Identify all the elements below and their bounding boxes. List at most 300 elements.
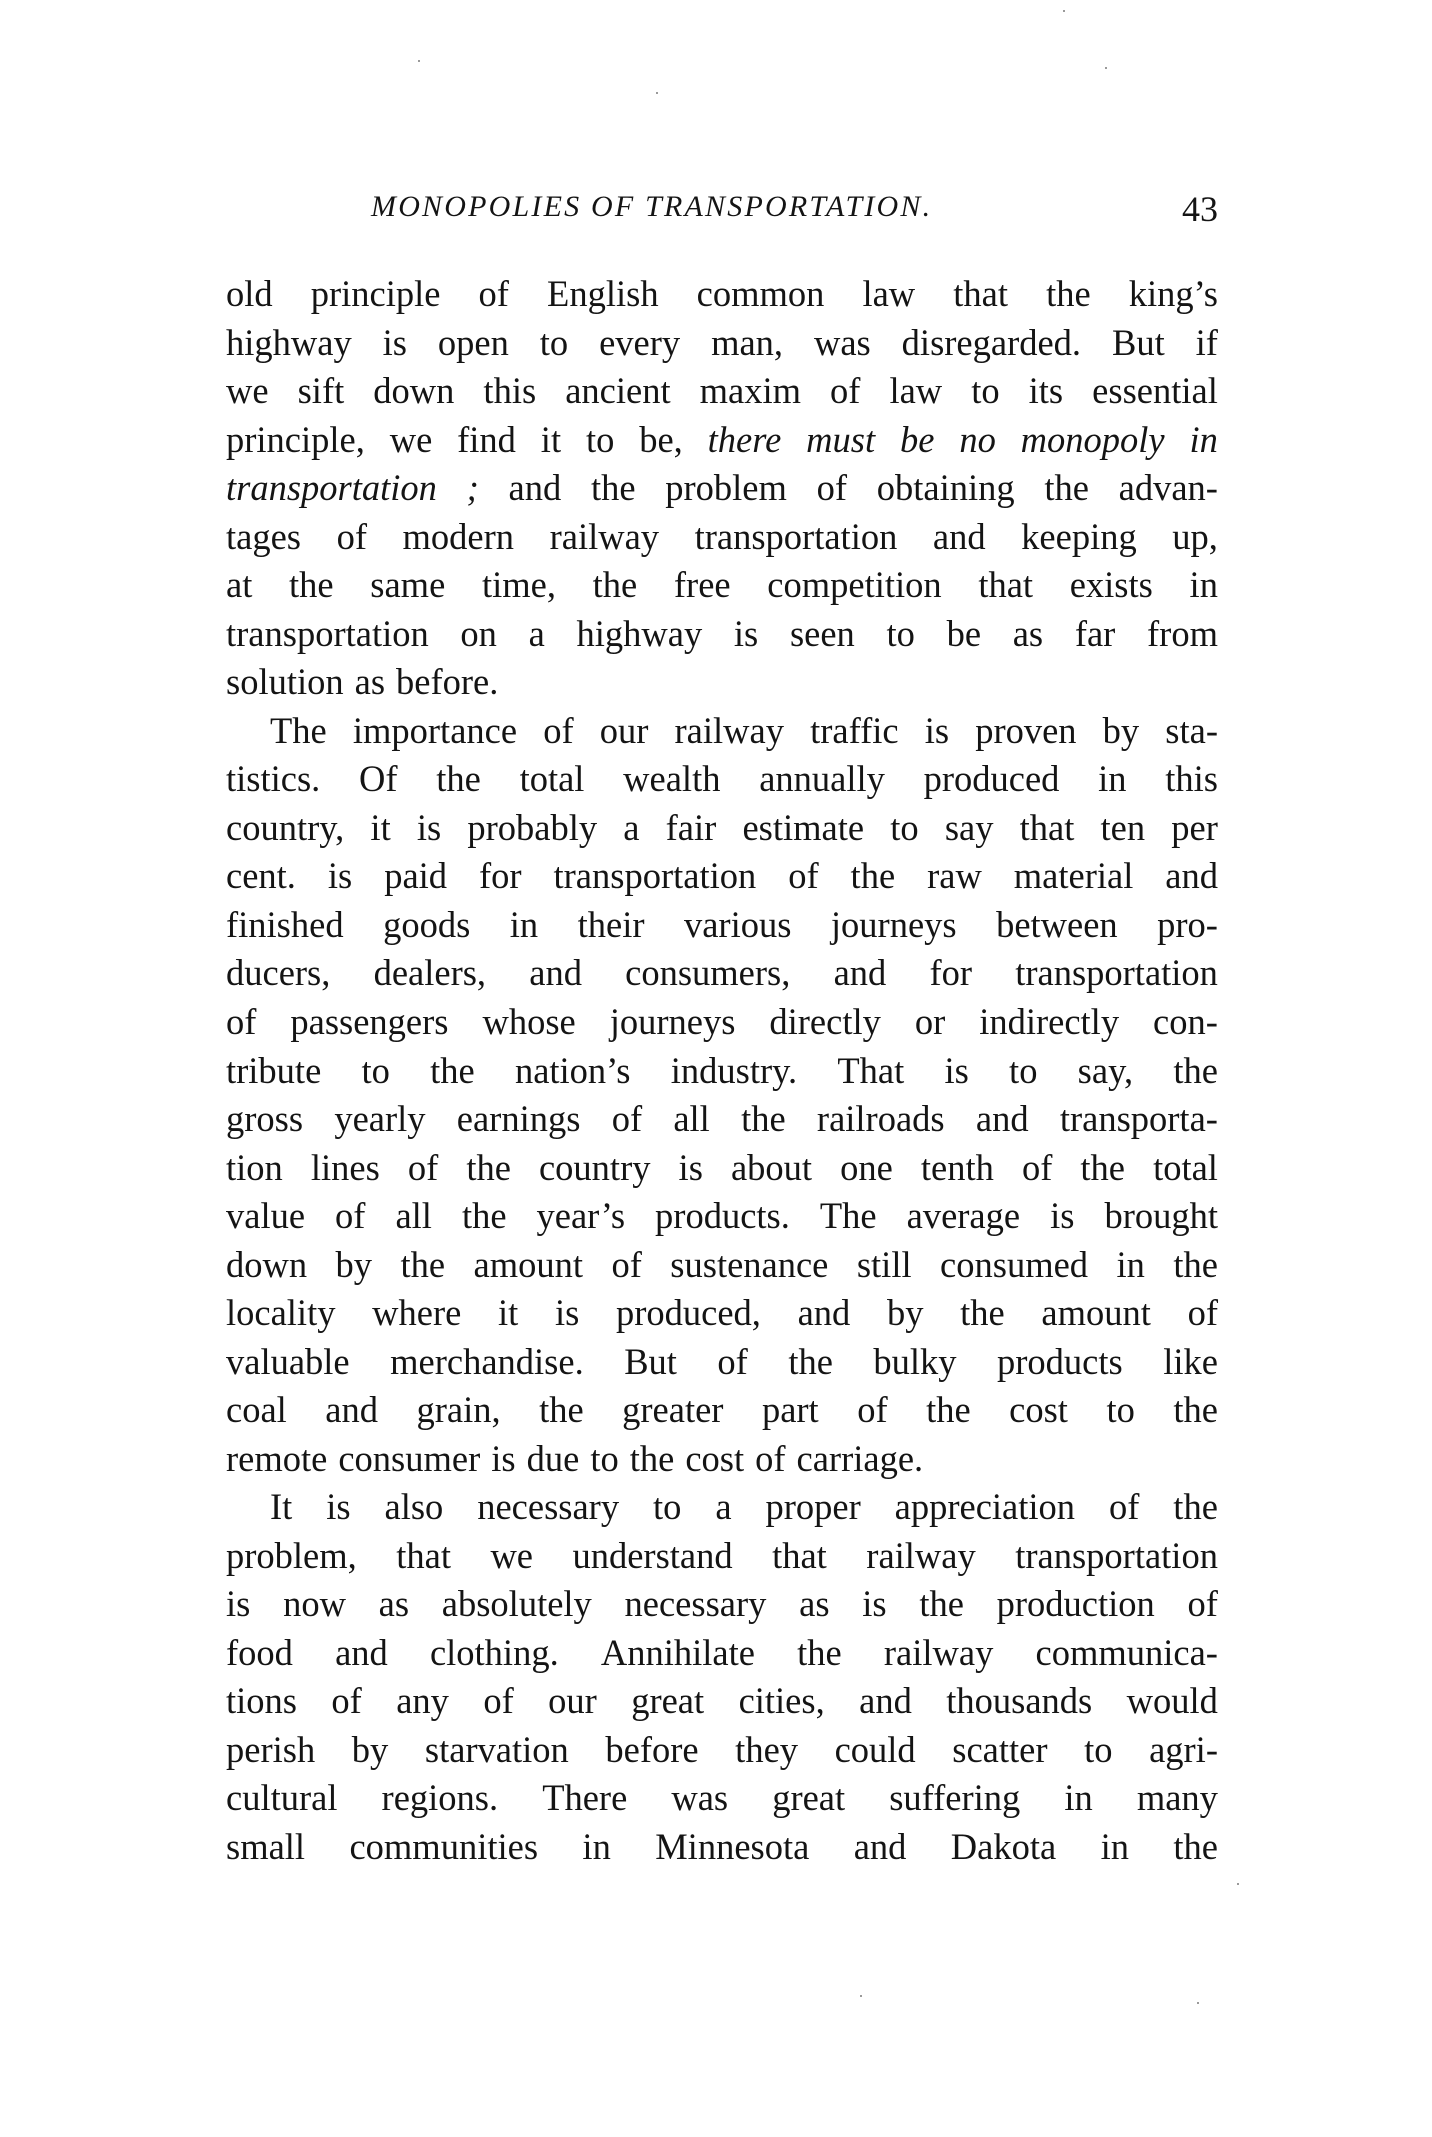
word: between	[996, 903, 1118, 945]
word: Of	[359, 758, 398, 800]
word: finished	[226, 903, 344, 945]
word: absolutely	[441, 1583, 592, 1625]
text-line	[226, 998, 1218, 1047]
text-line	[226, 852, 1218, 901]
word: down	[226, 1243, 308, 1285]
word: it	[370, 806, 391, 848]
word: and	[932, 515, 986, 557]
word: many	[1136, 1777, 1218, 1819]
word: production	[996, 1583, 1155, 1625]
word: journeys	[830, 903, 957, 945]
text-line	[226, 270, 1218, 319]
word: is	[326, 1486, 351, 1528]
word: fair	[665, 806, 717, 848]
word: in	[1189, 564, 1218, 606]
word: obtaining	[876, 467, 1015, 509]
word: tenth	[920, 1146, 994, 1188]
word: highway	[226, 321, 352, 363]
word: of	[1021, 1146, 1053, 1188]
word: sift	[297, 370, 345, 412]
word: cost	[685, 1437, 745, 1479]
text-line	[226, 1338, 1218, 1387]
word: of	[1187, 1583, 1218, 1625]
italic-word: monopoly	[1020, 418, 1165, 460]
word: to	[890, 806, 919, 848]
word: free	[673, 564, 731, 606]
word: ducers,	[226, 952, 331, 994]
word: exists	[1069, 564, 1153, 606]
running-head-title: MONOPOLIES OF TRANSPORTATION.	[371, 190, 933, 223]
word: keeping	[1021, 515, 1137, 557]
word: principle	[310, 273, 441, 314]
word: in	[582, 1826, 611, 1867]
word: to	[585, 418, 615, 460]
word: consumed	[940, 1243, 1089, 1285]
word: say	[944, 806, 994, 848]
word: is	[554, 1292, 580, 1334]
word: essential	[1092, 370, 1218, 412]
word: ancient	[565, 370, 671, 412]
word: proven	[975, 709, 1077, 751]
word: total	[519, 758, 585, 800]
word: a	[715, 1486, 732, 1528]
running-head	[225, 182, 1218, 232]
word: could	[834, 1728, 916, 1770]
word: probably	[467, 806, 598, 848]
word: if	[1195, 321, 1218, 363]
word: a	[528, 612, 545, 654]
text-line	[226, 1386, 1218, 1435]
text-line	[226, 561, 1218, 610]
word: principle,	[226, 418, 365, 460]
italic-word: must	[806, 418, 876, 460]
word: the	[466, 1146, 511, 1188]
word: is	[678, 1146, 703, 1188]
word: Minnesota	[655, 1826, 810, 1867]
word: starvation	[424, 1728, 569, 1770]
word: the	[850, 855, 896, 897]
word: average	[906, 1195, 1021, 1237]
word: in	[1100, 1826, 1129, 1867]
text-line	[226, 755, 1218, 804]
word: as	[354, 661, 386, 703]
word: the	[1046, 273, 1091, 314]
word: annually	[759, 758, 885, 800]
word: clothing.	[429, 1631, 559, 1673]
word: perish	[226, 1728, 316, 1770]
word: small	[226, 1826, 306, 1867]
word: the	[592, 564, 638, 606]
word: of	[1108, 1486, 1140, 1528]
word: the	[797, 1631, 842, 1673]
word: pro-	[1157, 903, 1218, 945]
text-line	[226, 658, 1218, 707]
word: yearly	[334, 1098, 426, 1140]
word: is	[1050, 1195, 1075, 1237]
word: great	[772, 1777, 846, 1819]
word: they	[735, 1728, 799, 1770]
body-text	[226, 270, 1218, 1872]
word: material	[1013, 855, 1134, 897]
word: we	[389, 418, 433, 460]
word: agri-	[1149, 1728, 1218, 1770]
word: modern	[402, 515, 515, 557]
word: tions	[226, 1680, 297, 1722]
word: the	[400, 1243, 446, 1285]
word: tistics.	[226, 758, 321, 800]
word: cent.	[226, 855, 296, 897]
word: of	[335, 1195, 366, 1237]
word: our	[599, 709, 649, 751]
word: and	[1165, 855, 1218, 897]
word: seen	[789, 612, 855, 654]
word: same	[370, 564, 446, 606]
word: the	[539, 1389, 584, 1431]
word: to	[1106, 1389, 1135, 1431]
word: the	[1080, 1146, 1125, 1188]
word: country	[538, 1146, 651, 1188]
word: produced	[923, 758, 1060, 800]
word: locality	[226, 1292, 336, 1334]
word: brought	[1104, 1195, 1218, 1237]
word: and	[853, 1826, 907, 1867]
word: transporta-	[1059, 1098, 1218, 1140]
word: year’s	[536, 1195, 626, 1237]
word: it	[497, 1292, 519, 1334]
italic-word: no	[959, 418, 996, 460]
word: all	[395, 1195, 432, 1237]
text-line	[226, 1144, 1218, 1193]
word: tribute	[226, 1049, 322, 1091]
text-line	[226, 610, 1218, 659]
word: goods	[383, 903, 471, 945]
word: or	[914, 1000, 946, 1042]
word: common	[696, 273, 825, 314]
word: is	[491, 1437, 516, 1479]
word: sustenance	[670, 1243, 829, 1285]
word: and	[975, 1098, 1029, 1140]
word: its	[1028, 370, 1064, 412]
word: There	[542, 1777, 628, 1819]
word: that	[1019, 806, 1075, 848]
word: is	[226, 1583, 251, 1625]
scan-speck	[418, 60, 420, 62]
word: say,	[1077, 1049, 1134, 1091]
word: indirectly	[979, 1000, 1120, 1042]
word: a	[623, 806, 640, 848]
word: is	[862, 1583, 887, 1625]
word: by	[351, 1728, 389, 1770]
word: tages	[226, 515, 301, 557]
word: due	[526, 1437, 580, 1479]
word: dealers,	[373, 952, 487, 994]
word: of	[331, 1680, 362, 1722]
word: journeys	[609, 1000, 736, 1042]
word: this	[1165, 758, 1218, 800]
text-line	[226, 1823, 1218, 1872]
word: to	[886, 612, 915, 654]
word: necessary	[624, 1583, 767, 1625]
word: it	[540, 418, 562, 460]
word: regions.	[381, 1777, 499, 1819]
word: every	[599, 321, 681, 363]
word: the	[788, 1340, 833, 1382]
word: as	[1012, 612, 1044, 654]
word: But	[1111, 321, 1165, 363]
word: value	[226, 1195, 306, 1237]
word: by	[335, 1243, 373, 1285]
word: English	[547, 273, 659, 314]
word: is	[382, 321, 407, 363]
word: the	[1044, 467, 1089, 509]
word: transportation	[553, 855, 757, 897]
word: grain,	[416, 1389, 501, 1431]
word: tion	[226, 1146, 283, 1188]
word: the	[926, 1389, 971, 1431]
word: law	[862, 273, 916, 314]
word: man,	[711, 321, 784, 363]
word: to	[653, 1486, 682, 1528]
word: is	[327, 855, 353, 897]
word: the	[461, 1195, 507, 1237]
word: coal	[226, 1389, 287, 1431]
word: consumers,	[625, 952, 791, 994]
word: per	[1171, 806, 1218, 848]
word: the	[430, 1049, 475, 1091]
scan-speck	[656, 92, 658, 94]
word: that	[772, 1534, 827, 1576]
text-line	[226, 1677, 1218, 1726]
word: valuable	[226, 1340, 350, 1382]
word: and	[859, 1680, 912, 1722]
text-line	[226, 1774, 1218, 1823]
word: the	[741, 1098, 786, 1140]
word: food	[226, 1631, 293, 1673]
word: is	[416, 806, 442, 848]
word: to	[590, 1437, 619, 1479]
text-line	[226, 464, 1218, 513]
word: industry.	[670, 1049, 798, 1091]
word: and	[325, 1389, 378, 1431]
word: paid	[384, 855, 448, 897]
word: from	[1147, 612, 1218, 654]
text-line	[226, 513, 1218, 562]
word: of	[611, 1098, 643, 1140]
word: of	[611, 1243, 642, 1285]
word: maxim	[699, 370, 801, 412]
text-line	[226, 1289, 1218, 1338]
word: before.	[396, 661, 499, 703]
word: railway	[866, 1534, 976, 1576]
word: and	[335, 1631, 388, 1673]
word: was	[671, 1777, 729, 1819]
word: lines	[310, 1146, 380, 1188]
paragraph-first-line	[226, 1483, 1218, 1532]
word: problem,	[226, 1534, 357, 1576]
word: king’s	[1128, 273, 1218, 314]
paragraph-first-line	[226, 707, 1218, 756]
word: one	[840, 1146, 893, 1188]
word: communities	[349, 1826, 539, 1867]
word: where	[372, 1292, 462, 1334]
text-line	[226, 1580, 1218, 1629]
text-line	[226, 804, 1218, 853]
word: transportation	[1015, 952, 1218, 994]
word: of	[816, 467, 848, 509]
text-line	[226, 1435, 1218, 1484]
word: law	[889, 370, 943, 412]
word: of	[717, 1340, 748, 1382]
word: about	[730, 1146, 813, 1188]
word: old	[226, 273, 273, 314]
word: carriage.	[796, 1437, 924, 1479]
word: and	[833, 952, 887, 994]
scan-speck	[860, 1995, 862, 1997]
word: gross	[226, 1098, 304, 1140]
word: con-	[1153, 1000, 1218, 1042]
word: the	[1173, 1049, 1218, 1091]
word: traffic	[810, 709, 899, 751]
word: now	[283, 1583, 346, 1625]
word: problem	[665, 467, 787, 509]
word: competition	[767, 564, 942, 606]
word: scatter	[952, 1728, 1048, 1770]
word: estimate	[742, 806, 865, 848]
word: to	[1084, 1728, 1113, 1770]
word: passengers	[290, 1000, 449, 1042]
word: that	[978, 564, 1034, 606]
word: various	[683, 903, 792, 945]
word: of	[226, 1000, 257, 1042]
word: for	[929, 952, 973, 994]
word: Annihilate	[600, 1631, 755, 1673]
word: we	[490, 1534, 533, 1576]
word: that	[953, 273, 1008, 314]
word: earnings	[456, 1098, 581, 1140]
word: nation’s	[514, 1049, 631, 1091]
word: for	[478, 855, 522, 897]
word: highway	[576, 612, 703, 654]
word: appreciation	[894, 1486, 1076, 1528]
word: as	[799, 1583, 830, 1625]
word: total	[1153, 1146, 1218, 1188]
word: solution	[226, 661, 344, 703]
word: sta-	[1165, 709, 1218, 751]
word: up,	[1172, 515, 1218, 557]
word: is	[733, 612, 759, 654]
word: transportation	[226, 612, 429, 654]
word: is	[924, 709, 950, 751]
word: great	[631, 1680, 705, 1722]
word: country,	[226, 806, 345, 848]
word: of	[857, 1389, 888, 1431]
word: to	[361, 1049, 390, 1091]
word: cost	[1009, 1389, 1068, 1431]
word: at	[226, 564, 253, 606]
text-line	[226, 416, 1218, 465]
word: be	[946, 612, 982, 654]
word: and	[797, 1292, 851, 1334]
word: merchandise.	[390, 1340, 584, 1382]
word: cities,	[738, 1680, 825, 1722]
word: far	[1074, 612, 1116, 654]
word: the	[960, 1292, 1005, 1334]
word: of	[788, 855, 819, 897]
word: the	[1173, 1243, 1218, 1285]
word: time,	[481, 564, 556, 606]
word: by	[1102, 709, 1140, 751]
word: products	[997, 1340, 1123, 1382]
word: thousands	[946, 1680, 1093, 1722]
word: That	[837, 1049, 905, 1091]
word: communica-	[1035, 1631, 1218, 1673]
word: The	[270, 709, 327, 751]
word: railway	[674, 709, 784, 751]
word: ten	[1100, 806, 1146, 848]
word: the	[436, 758, 481, 800]
word: remote	[226, 1437, 328, 1479]
word: the	[1173, 1826, 1218, 1867]
scan-speck	[1237, 1883, 1239, 1885]
word: the	[1173, 1389, 1218, 1431]
word: by	[886, 1292, 924, 1334]
word: consumer	[338, 1437, 481, 1479]
word: down	[373, 370, 455, 412]
italic-word: be	[900, 418, 935, 460]
italic-word: ;	[466, 467, 479, 509]
word: whose	[482, 1000, 576, 1042]
word: produced,	[615, 1292, 761, 1334]
word: also	[384, 1486, 444, 1528]
italic-word: transportation	[226, 467, 437, 509]
scan-speck	[1197, 2002, 1199, 2004]
word: of	[543, 709, 574, 751]
word: railroads	[816, 1098, 945, 1140]
word: be,	[639, 418, 683, 460]
word: the	[590, 467, 636, 509]
word: greater	[622, 1389, 724, 1431]
word: amount	[473, 1243, 583, 1285]
italic-word: in	[1189, 418, 1218, 460]
word: of	[478, 273, 509, 314]
word: was	[813, 321, 871, 363]
word: our	[548, 1680, 597, 1722]
word: before	[605, 1728, 699, 1770]
word: as	[378, 1583, 410, 1625]
word: in	[1064, 1777, 1093, 1819]
text-line	[226, 1629, 1218, 1678]
word: importance	[352, 709, 518, 751]
word: necessary	[477, 1486, 620, 1528]
text-line	[226, 1241, 1218, 1290]
word: of	[830, 370, 861, 412]
word: still	[856, 1243, 912, 1285]
scan-speck	[1105, 67, 1107, 69]
word: the	[289, 564, 334, 606]
word: of	[755, 1437, 786, 1479]
word: their	[577, 903, 645, 945]
word: of	[407, 1146, 439, 1188]
word: to	[539, 321, 569, 363]
word: part	[761, 1389, 819, 1431]
text-line	[226, 1532, 1218, 1581]
text-line	[226, 1726, 1218, 1775]
word: this	[483, 370, 537, 412]
word: of	[336, 515, 367, 557]
text-line	[226, 901, 1218, 950]
word: advan-	[1118, 467, 1218, 509]
word: amount	[1041, 1292, 1151, 1334]
